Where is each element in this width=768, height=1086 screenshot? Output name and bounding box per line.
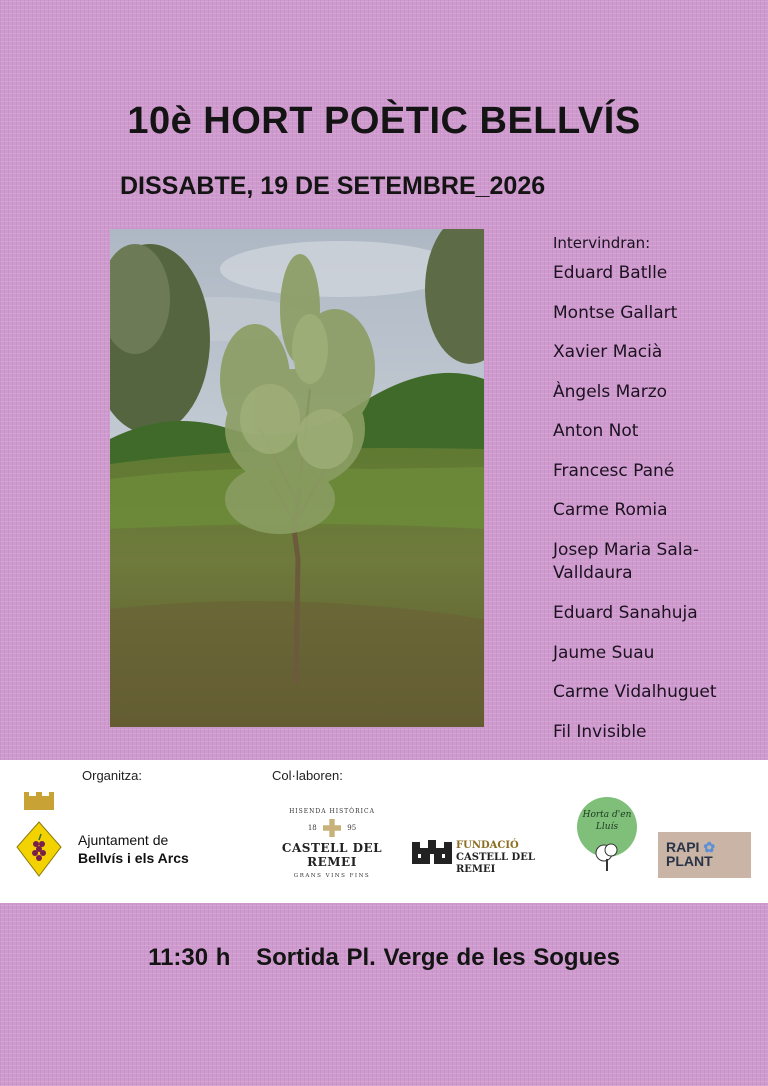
participants-label: Intervindran:	[553, 234, 651, 252]
organizer-name	[78, 831, 189, 867]
svg-text:Horta d'en: Horta d'en	[582, 810, 632, 820]
participant-name: Jaume Suau	[553, 642, 655, 663]
horta-logo	[574, 795, 640, 882]
event-date: DISSABTE, 19 DE SETEMBRE_2026	[120, 172, 546, 200]
participant-name: Anton Not	[553, 421, 639, 441]
municipal-crest-icon	[14, 792, 64, 883]
castell-remei-name: CASTELL DEL REMEI	[281, 841, 383, 869]
castell-remei-sub: GRANS VINS FINS	[293, 873, 371, 879]
organizer-line1: Ajuntament de	[78, 832, 169, 848]
participant-name: Eduard Sanahuja	[553, 603, 698, 623]
castle-icon	[410, 838, 454, 866]
participants-list	[553, 234, 763, 760]
organizer-line2: Bellvís i els Arcs	[78, 850, 189, 866]
start-time: 11:30 h	[148, 944, 231, 971]
start-place: Sortida Pl. Verge de les Sogues	[256, 944, 620, 971]
rapiplant-line1: RAPI	[666, 839, 700, 855]
participant-name: Francesc Pané	[553, 460, 675, 481]
participant-name: Àngels Marzo	[553, 381, 668, 402]
fundacio-line2: CASTELL DEL REMEI	[456, 852, 535, 875]
castell-remei-emblem: 18 95	[268, 819, 396, 837]
fundacio-logo	[410, 838, 535, 875]
sponsors-band	[0, 760, 768, 903]
castell-remei-top: HISENDA HISTÒRICA	[289, 808, 375, 815]
fundacio-line1: FUNDACIÓ	[456, 840, 519, 851]
event-start-info	[0, 944, 768, 972]
participant-name: Josep Maria Sala-Valldaura	[553, 539, 700, 583]
flower-icon: ✿	[703, 839, 716, 855]
participant-name: Carme Romia	[553, 500, 668, 520]
participant-name: Montse Gallart	[553, 302, 678, 323]
collaborators-label: Col·laboren:	[272, 768, 343, 783]
olive-tree-photo	[110, 229, 484, 727]
organizer-label: Organitza:	[82, 768, 142, 783]
castell-remei-logo	[268, 808, 396, 879]
participant-name: Eduard Batlle	[553, 263, 668, 283]
rapiplant-line2: PLANT	[666, 853, 713, 869]
participant-name: Carme Vidalhuguet	[553, 682, 717, 702]
participant-name: Fil Invisible	[553, 721, 647, 742]
participant-name: Xavier Macià	[553, 342, 663, 362]
poster-title: 10è HORT POÈTIC BELLVÍS	[127, 100, 641, 142]
svg-text:Lluís: Lluís	[595, 822, 619, 832]
rapiplant-logo	[658, 832, 751, 878]
